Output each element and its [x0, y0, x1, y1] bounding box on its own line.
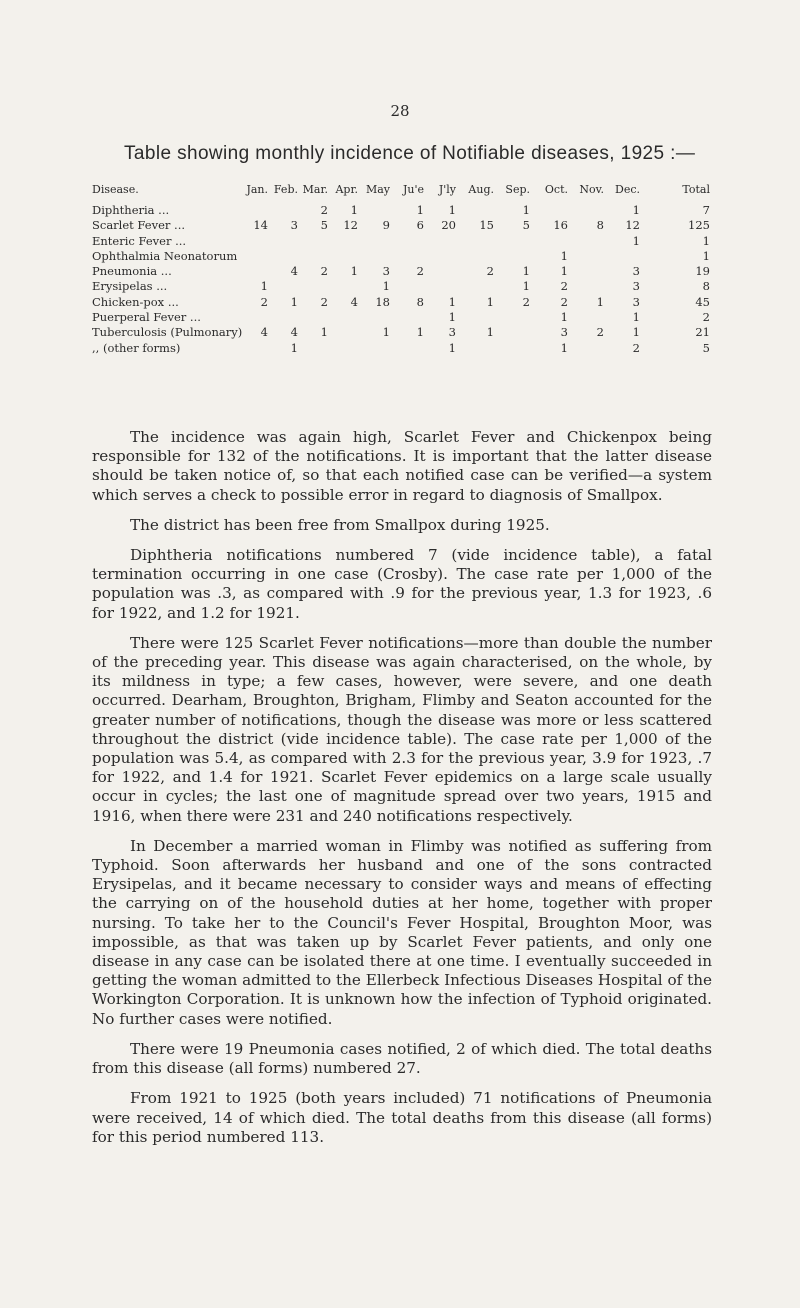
cell-feb: 4 — [290, 264, 298, 279]
cell-oct: 1 — [560, 264, 568, 279]
cell-aug: 1 — [486, 325, 494, 340]
cell-total: 1 — [702, 248, 710, 263]
cell-jan: 4 — [260, 325, 268, 340]
cell-total: 7 — [702, 203, 710, 217]
disease-name: Enteric Fever ... — [92, 233, 187, 248]
cell-oct: 1 — [560, 340, 568, 355]
paragraph: From 1921 to 1925 (both years included) 71 notifications of Pneumonia were received, 14 of which died. The total deaths from this disease (all forms) for this period numbered 113. — [92, 1089, 712, 1146]
cell-aug: 15 — [479, 218, 494, 233]
table-row — [92, 295, 710, 310]
cell-dec: 1 — [632, 203, 640, 217]
cell-july: 1 — [448, 203, 456, 217]
cell-jan: 2 — [260, 294, 268, 309]
cell-sep: 1 — [522, 203, 530, 217]
cell-total: 1 — [702, 233, 710, 248]
disease-name: ,, (other forms) — [92, 340, 181, 355]
cell-june: 1 — [416, 325, 424, 340]
incidence-table — [92, 183, 710, 356]
disease-name: Puerperal Fever ... — [92, 310, 201, 325]
cell-dec: 3 — [632, 264, 640, 279]
cell-oct: 1 — [560, 248, 568, 263]
table-row — [92, 218, 710, 233]
cell-mar: 5 — [320, 218, 328, 233]
cell-july: 1 — [448, 310, 456, 325]
cell-total: 125 — [688, 218, 710, 233]
header-aug: Aug. — [468, 183, 494, 196]
cell-july: 1 — [448, 294, 456, 309]
cell-dec: 1 — [632, 325, 640, 340]
body-text — [92, 428, 712, 1158]
cell-total: 8 — [702, 279, 710, 294]
cell-dec: 3 — [632, 279, 640, 294]
header-july: J'ly — [438, 183, 456, 196]
paragraph: In December a married woman in Flimby was notified as suffering from Typhoid. Soon afterwards her husband and one of the sons contracted Erysipelas, and it became necessary to consider ways and means of effecting the carrying on of the household duties at her home, together with proper nursing. To take her to the Council's Fever Hospital, Broughton Moor, was impossible, as that was taken up by Scarlet Fever patients, and only one disease in any case can be isolated there at one time. I eventually succeeded in getting the woman admitted to the Ellerbeck Infectious Diseases Hospital of the Workington Corporation. It is unknown how the infection of Typhoid originated. No further cases were notified. — [92, 836, 712, 1028]
cell-july: 1 — [448, 340, 456, 355]
cell-oct: 16 — [553, 218, 568, 233]
cell-nov: 8 — [596, 218, 604, 233]
cell-may: 1 — [382, 325, 390, 340]
cell-sep: 2 — [522, 294, 530, 309]
cell-total: 45 — [695, 294, 710, 309]
cell-oct: 2 — [560, 279, 568, 294]
cell-june: 1 — [416, 203, 424, 217]
paragraph: There were 19 Pneumonia cases notified, 2 of which died. The total deaths from this disease (all forms) numbered 27. — [92, 1039, 712, 1078]
table-row — [92, 249, 710, 264]
cell-july: 3 — [448, 325, 456, 340]
table-header-row — [92, 183, 710, 203]
header-sep: Sep. — [505, 183, 530, 196]
cell-feb: 1 — [290, 340, 298, 355]
cell-oct: 2 — [560, 294, 568, 309]
cell-feb: 1 — [290, 294, 298, 309]
cell-mar: 2 — [320, 203, 328, 217]
header-dec: Dec. — [615, 183, 640, 196]
disease-name: Erysipelas ... — [92, 279, 168, 294]
page-number: 28 — [390, 102, 410, 120]
cell-oct: 1 — [560, 310, 568, 325]
cell-apr: 4 — [350, 294, 358, 309]
cell-may: 9 — [382, 218, 390, 233]
header-total: Total — [682, 183, 710, 196]
cell-aug: 1 — [486, 294, 494, 309]
cell-apr: 1 — [350, 203, 358, 217]
cell-sep: 5 — [522, 218, 530, 233]
paragraph: There were 125 Scarlet Fever notifications—more than double the number of the preceding year. This disease was again characterised, on the whole, by its mildness in type; a few cases, however, were severe, and one death occurred. Dearham, Broughton, Brigham, Flimby and Seaton accounted for the greater number of notifications, though the disease was more or less scattered throughout the district (vide incidence table). The case rate per 1,000 of the population was 5.4, as compared with 2.3 for the previous year, 3.9 for 1923, .7 for 1922, and 1.4 for 1921. Scarlet Fever epidemics on a large scale usually occur in cycles; the last one of magnitude spread over two years, 1915 and 1916, when there were 231 and 240 notifications respectively. — [92, 633, 712, 825]
header-nov: Nov. — [579, 183, 604, 196]
cell-total: 5 — [702, 340, 710, 355]
cell-jan: 1 — [260, 279, 268, 294]
header-apr: Apr. — [335, 183, 358, 196]
cell-dec: 1 — [632, 310, 640, 325]
cell-nov: 1 — [596, 294, 604, 309]
header-june: Ju'e — [402, 183, 424, 196]
cell-total: 19 — [695, 264, 710, 279]
table-row — [92, 310, 710, 325]
header-jan: Jan. — [246, 183, 268, 196]
cell-mar: 2 — [320, 264, 328, 279]
disease-name: Chicken-pox ... — [92, 294, 179, 309]
cell-dec: 12 — [625, 218, 640, 233]
disease-name: Tuberculosis (Pulmonary) — [92, 325, 243, 340]
cell-sep: 1 — [522, 264, 530, 279]
header-feb: Feb. — [273, 183, 298, 196]
table-row — [92, 234, 710, 249]
paragraph: Diphtheria notifications numbered 7 (vide incidence table), a fatal termination occurring in one case (Crosby). The case rate per 1,000 of the population was .3, as compared with .9 for the previous year, 1.3 for 1923, .6 for 1922, and 1.2 for 1921. — [92, 546, 712, 622]
table-row — [92, 279, 710, 294]
header-disease: Disease. — [92, 183, 139, 196]
cell-feb: 3 — [290, 218, 298, 233]
cell-jan: 14 — [253, 218, 268, 233]
cell-mar: 1 — [320, 325, 328, 340]
disease-name: Diphtheria ... — [92, 203, 170, 217]
disease-name: Pneumonia ... — [92, 264, 172, 279]
paragraph: The district has been free from Smallpox during 1925. — [130, 515, 550, 534]
cell-dec: 2 — [632, 340, 640, 355]
cell-total: 21 — [695, 325, 710, 340]
cell-total: 2 — [702, 310, 710, 325]
cell-feb: 4 — [290, 325, 298, 340]
table-row — [92, 341, 710, 356]
cell-aug: 2 — [486, 264, 494, 279]
cell-apr: 12 — [343, 218, 358, 233]
paragraph: The incidence was again high, Scarlet Fever and Chickenpox being responsible for 132 of the notifications. It is important that the latter disease should be taken notice of, so that each notified case can be verified—a system which serves a check to possible error in regard to diagnosis of Smallpox. — [92, 428, 712, 504]
cell-june: 2 — [416, 264, 424, 279]
cell-dec: 3 — [632, 294, 640, 309]
cell-may: 1 — [382, 279, 390, 294]
cell-mar: 2 — [320, 294, 328, 309]
header-mar: Mar. — [302, 183, 328, 196]
cell-may: 18 — [375, 294, 390, 309]
cell-july: 20 — [441, 218, 456, 233]
header-may: May — [365, 183, 390, 196]
header-oct: Oct. — [544, 183, 568, 196]
cell-june: 6 — [416, 218, 424, 233]
table-row — [92, 264, 710, 279]
cell-dec: 1 — [632, 233, 640, 248]
table-title: Table showing monthly incidence of Notifiable diseases, 1925 :— — [124, 143, 696, 164]
cell-apr: 1 — [350, 264, 358, 279]
table-row — [92, 325, 710, 340]
table-row — [92, 203, 710, 218]
cell-may: 3 — [382, 264, 390, 279]
disease-name: Scarlet Fever ... — [92, 218, 186, 233]
cell-june: 8 — [416, 294, 424, 309]
cell-oct: 3 — [560, 325, 568, 340]
cell-sep: 1 — [522, 279, 530, 294]
disease-name: Ophthalmia Neonatorum — [92, 248, 238, 263]
cell-nov: 2 — [596, 325, 604, 340]
